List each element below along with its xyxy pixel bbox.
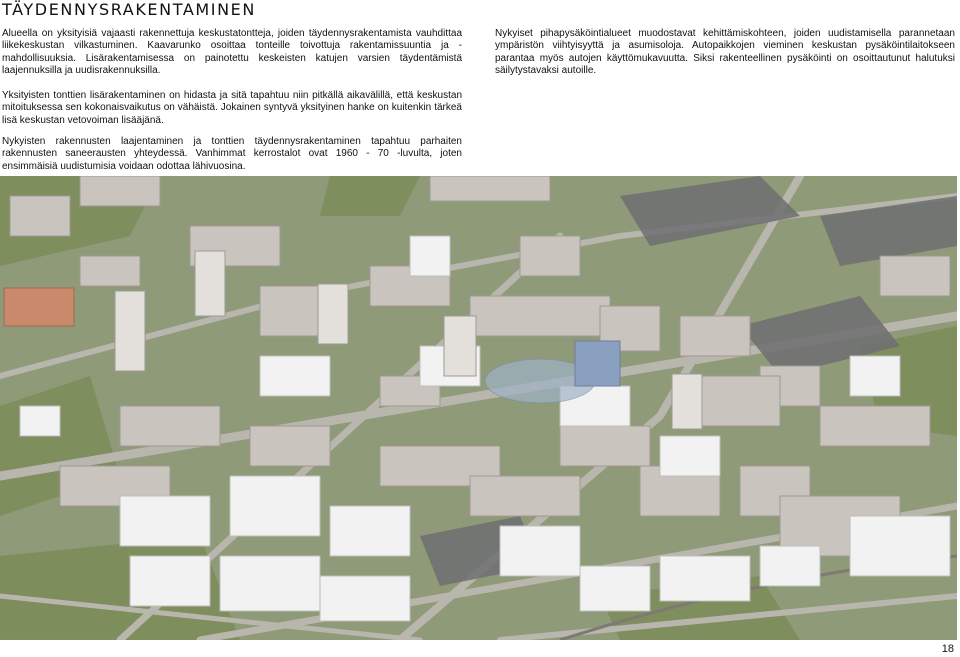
parking-paragraph: Nykyiset pihapysäköintialueet muodostavat kehittämiskohteen, joiden uudistamisella parannetaan ympäristön viihtyisyyttä ja asumisoloja. Autopaikkojen vieminen keskustan pysäköintilaitokseen parantaa myös autojen käyttömukavuutta. Siksi rakenteellinen pysäköinti on osoittautunut halutuksi säilytystavaksi autoille. [495, 28, 955, 76]
aerial-city-model-drawing [0, 176, 957, 640]
aerial-city-model-image [0, 176, 957, 640]
private-plots-paragraph: Yksityisten tonttien lisärakentaminen on hidasta ja sitä tapahtuu niin pitkällä aikavälillä, että keskustan mitoituksessa sen kokonaisvaikutus on vähäistä. Jokainen syntyvä yksityinen hanke on kuitenkin tärkeä lisä keskustan vetovoiman lisääjänä. [2, 90, 462, 126]
page-number: 18 [941, 643, 954, 655]
renovation-paragraph: Nykyisten rakennusten laajentaminen ja tonttien täydennysrakentaminen tapahtuu parhaiten rakennusten saneerausten yhteydessä. Vanhimmat kerrostalot ovat 1960 - 70 -luvulta, joten ensimmäisiä uudistumisia voidaan odottaa lähivuosina. [2, 136, 462, 172]
page-title: TÄYDENNYSRAKENTAMINEN [2, 0, 256, 19]
intro-paragraph: Alueella on yksityisiä vajaasti rakennettuja keskustatontteja, joiden täydennysrakentamista vauhdittaa liikekeskustan vilkastuminen. Kaavarunko osoittaa tonteille toivottuja rakentamissuuntia ja -mahdollisuuksia. Lisärakentamisessa on painotettu keskeisten katujen varsien täydentämistä laajennuksilla ja uudisrakennuksilla. [2, 28, 462, 76]
